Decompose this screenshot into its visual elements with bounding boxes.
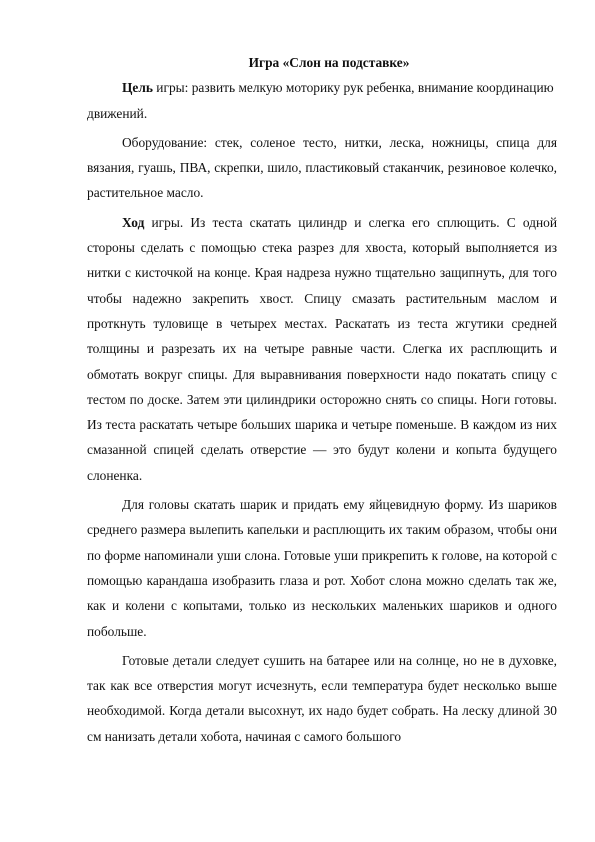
goal-paragraph — [87, 75, 557, 126]
goal-text: игры: развить мелкую моторику рук ребенка, внимание координацию движений. — [87, 80, 554, 121]
head-paragraph: Для головы скатать шарик и придать ему яйцевидную форму. Из шариков среднего размера вылепить капельки и расплющить их таким образом, чтобы они по форме напоминали уши слона. Готовые уши прикрепить к голове, на которой с помощью карандаша изобразить глаза и рот. Хобот слона можно сделать так же, как и колени с копытами, только из нескольких маленьких шариков и одного побольше. — [87, 497, 557, 639]
goal-lead: Цель — [122, 80, 153, 96]
procedure-paragraph — [87, 210, 557, 488]
document-body — [87, 50, 557, 749]
document-title: Игра «Слон на подставке» — [248, 55, 410, 70]
drying-paragraph: Готовые детали следует сушить на батарее или на солнце, но не в духовке, так как все отверстия могут исчезнуть, если температура будет несколько выше необходимой. Когда детали высохнут, их надо будет собрать. На леску длиной 30 см нанизать детали хобота, начиная с самого большого — [87, 652, 557, 744]
procedure-lead: Ход — [122, 214, 145, 230]
equipment-paragraph: Оборудование: стек, соленое тесто, нитки, леска, ножницы, спица для вязания, гуашь, ПВА, скрепки, шило, пластиковый стаканчик, резиновое колечко, растительное масло. — [87, 134, 557, 201]
procedure-text: игры. Из теста скатать цилиндр и слегка его сплющить. С одной стороны сделать с помощью стека разрез для хвоста, который выполняется из нитки с кисточкой на конце. Края надреза нужно тщательно защипнуть, для того чтобы надежно закрепить хвост. Спицу смазать растительным маслом и проткнуть туловище в четырех местах. Раскатать из теста жгутики средней толщины и разрезать их на четыре равные части. Слегка их расплющить и обмотать вокруг спицы. Для выравнивания поверхности надо покатать спицу с тестом по доске. Затем эти цилиндрики осторожно снять со спицы. Ноги готовы. Из теста раскатать четыре больших шарика и четыре поменьше. В каждом из них смазанной спицей сделать отверстие — это будут колени и копыта будущего слоненка. — [87, 214, 557, 483]
